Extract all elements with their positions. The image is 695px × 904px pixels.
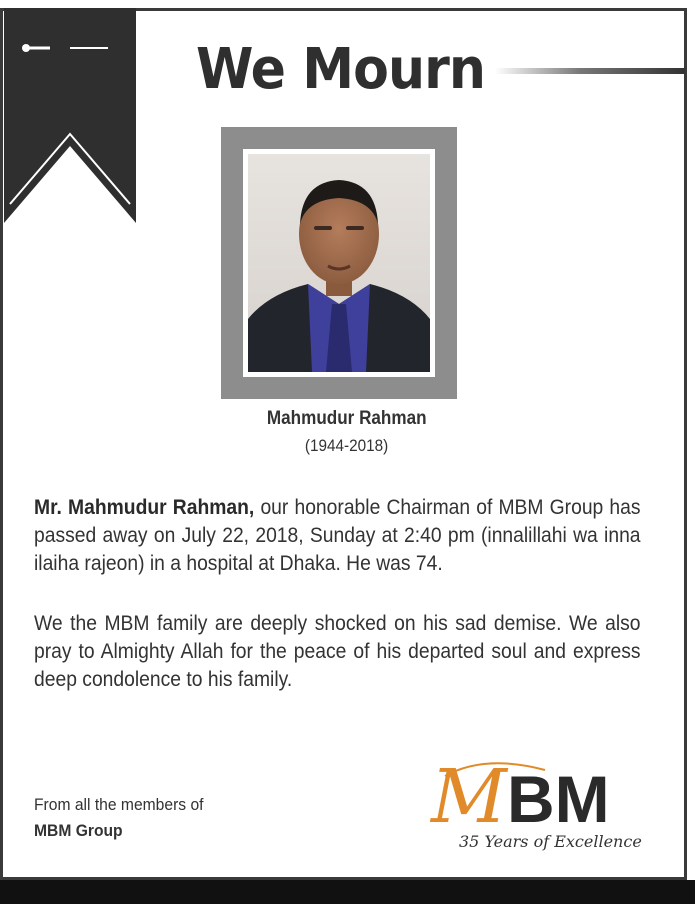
photo-frame: [221, 127, 457, 399]
portrait-photo: [248, 154, 430, 372]
announcement-text: our honorable Chairman of MBM Group has passed away on July 22, 2018, Sunday at 2:40 pm (innalillahi wa inna ilaiha rajeon) in a hospital at Dhaka. He was 74.: [34, 496, 641, 575]
condolence-paragraph: We the MBM family are deeply shocked on his sad demise. We also pray to Almighty Allah for the peace of his departed soul and express deep condolence to his family.: [34, 612, 641, 691]
heading-rule: [495, 66, 685, 76]
logo-tagline: 35 Years of Excellence: [459, 832, 642, 851]
deceased-name: Mahmudur Rahman: [266, 408, 427, 429]
mourning-ribbon-icon: [4, 8, 136, 228]
from-org: MBM Group: [34, 821, 123, 840]
lifespan: (1944-2018): [304, 436, 389, 455]
photo-mat: [243, 149, 435, 377]
bottom-bar: [0, 880, 695, 904]
logo-script-letter: M: [431, 758, 507, 830]
announcement-lead: Mr. Mahmudur Rahman,: [34, 496, 255, 519]
signature-block: [34, 792, 203, 844]
from-line: From all the members of: [34, 795, 204, 814]
logo-block-letters: BM: [507, 762, 610, 830]
announcement-paragraph: [34, 494, 641, 578]
mbm-logo: [425, 758, 655, 858]
page-title: We Mourn: [196, 37, 486, 102]
